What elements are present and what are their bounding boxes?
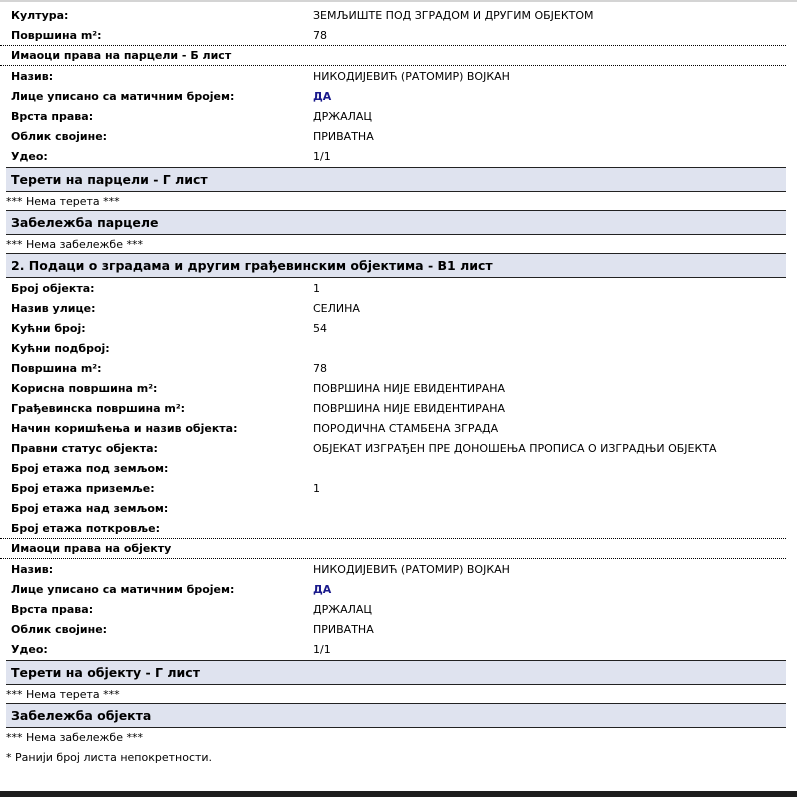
field-value: 1/1 [313, 149, 331, 163]
building-row [0, 338, 786, 358]
field-value-highlight: ДА [313, 89, 332, 103]
parcel-owner-share [0, 146, 786, 166]
field-value: ПОВРШИНА НИЈЕ ЕВИДЕНТИРАНА [313, 381, 506, 395]
building-row [0, 458, 786, 478]
building-remarks-note: *** Нема забележбе *** [6, 730, 143, 744]
building-row [0, 378, 786, 398]
parcel-owner-right-type [0, 106, 786, 126]
field-label: Врста права: [11, 602, 94, 616]
field-label: Назив: [11, 562, 54, 576]
field-value: ДРЖАЛАЦ [313, 109, 372, 123]
field-value: 54 [313, 321, 327, 335]
field-label: Облик својине: [11, 622, 108, 636]
field-value: ОБЈЕКАТ ИЗГРАЂЕН ПРЕ ДОНОШЕЊА ПРОПИСА О ИЗГРАДЊИ ОБЈЕКТА [313, 441, 717, 455]
field-label: Грађевинска површина m²: [11, 401, 186, 415]
field-label: Удео: [11, 149, 48, 163]
field-value: НИКОДИЈЕВИЋ (РАТОМИР) ВОЈКАН [313, 69, 510, 83]
building-row [0, 438, 786, 458]
field-label: Број етажа под земљом: [11, 461, 169, 475]
field-value: ПРИВАТНА [313, 129, 374, 143]
field-value: 78 [313, 361, 327, 375]
field-label: Назив улице: [11, 301, 96, 315]
field-label: Број етажа поткровље: [11, 521, 161, 535]
field-label: Број етажа приземље: [11, 481, 155, 495]
field-value: ПРИВАТНА [313, 622, 374, 636]
property-sheet [0, 5, 786, 768]
building-owner-right-type [0, 599, 786, 619]
parcel-row-area [0, 25, 786, 45]
parcel-owner-name [0, 66, 786, 86]
field-label: Површина m²: [11, 361, 102, 375]
building-row [0, 298, 786, 318]
field-value: 1 [313, 481, 320, 495]
footnote: * Ранији број листа непокретности. [6, 750, 213, 764]
field-label: Кућни подброј: [11, 341, 110, 355]
field-value: 78 [313, 28, 327, 42]
building-owner-name [0, 559, 786, 579]
field-label: Број објекта: [11, 281, 95, 295]
bottom-bar [0, 791, 797, 797]
parcel-remarks-header: Забележба парцеле [6, 210, 786, 235]
field-label: Култура: [11, 8, 69, 22]
field-value: ПОРОДИЧНА СТАМБЕНА ЗГРАДА [313, 421, 499, 435]
building-row [0, 478, 786, 498]
field-label: Правни статус објекта: [11, 441, 158, 455]
building-row [0, 498, 786, 518]
field-label: Облик својине: [11, 129, 108, 143]
building-row [0, 278, 786, 298]
field-label: Корисна површина m²: [11, 381, 158, 395]
field-value: 1 [313, 281, 320, 295]
building-row [0, 358, 786, 378]
parcel-row-culture [0, 5, 786, 25]
field-label: Кућни број: [11, 321, 86, 335]
parcel-owner-registered [0, 86, 786, 106]
building-burdens-note: *** Нема терета *** [6, 687, 120, 701]
building-owner-share [0, 639, 786, 659]
building-row [0, 318, 786, 338]
parcel-burdens-note: *** Нема терета *** [6, 194, 120, 208]
building-remarks-header: Забележба објекта [6, 703, 786, 728]
field-label: Површина m²: [11, 28, 102, 42]
field-label: Назив: [11, 69, 54, 83]
building-section-header: 2. Подаци о зградама и другим грађевинским објектима - В1 лист [6, 253, 786, 278]
parcel-burdens-header: Терети на парцели - Г лист [6, 167, 786, 192]
building-owner-registered [0, 579, 786, 599]
top-border [0, 0, 797, 2]
parcel-remarks-note: *** Нема забележбе *** [6, 237, 143, 251]
building-owners-title: Имаоци права на објекту [11, 542, 172, 555]
field-value-highlight: ДА [313, 582, 332, 596]
field-label: Лице уписано са матичним бројем: [11, 582, 235, 596]
field-label: Удео: [11, 642, 48, 656]
field-value: ДРЖАЛАЦ [313, 602, 372, 616]
building-burdens-header: Терети на објекту - Г лист [6, 660, 786, 685]
field-value: НИКОДИЈЕВИЋ (РАТОМИР) ВОЈКАН [313, 562, 510, 576]
building-row [0, 518, 786, 538]
building-owner-ownership-form [0, 619, 786, 639]
field-label: Начин коришћења и назив објекта: [11, 421, 238, 435]
parcel-owners-title: Имаоци права на парцели - Б лист [11, 49, 232, 62]
field-label: Врста права: [11, 109, 94, 123]
building-row [0, 418, 786, 438]
field-value: ЗЕМЉИШТЕ ПОД ЗГРАДОМ И ДРУГИМ ОБЈЕКТОМ [313, 8, 594, 22]
building-row [0, 398, 786, 418]
field-label: Број етажа над земљом: [11, 501, 169, 515]
field-value: СЕЛИНА [313, 301, 360, 315]
parcel-owner-ownership-form [0, 126, 786, 146]
field-value: ПОВРШИНА НИЈЕ ЕВИДЕНТИРАНА [313, 401, 506, 415]
field-label: Лице уписано са матичним бројем: [11, 89, 235, 103]
field-value: 1/1 [313, 642, 331, 656]
